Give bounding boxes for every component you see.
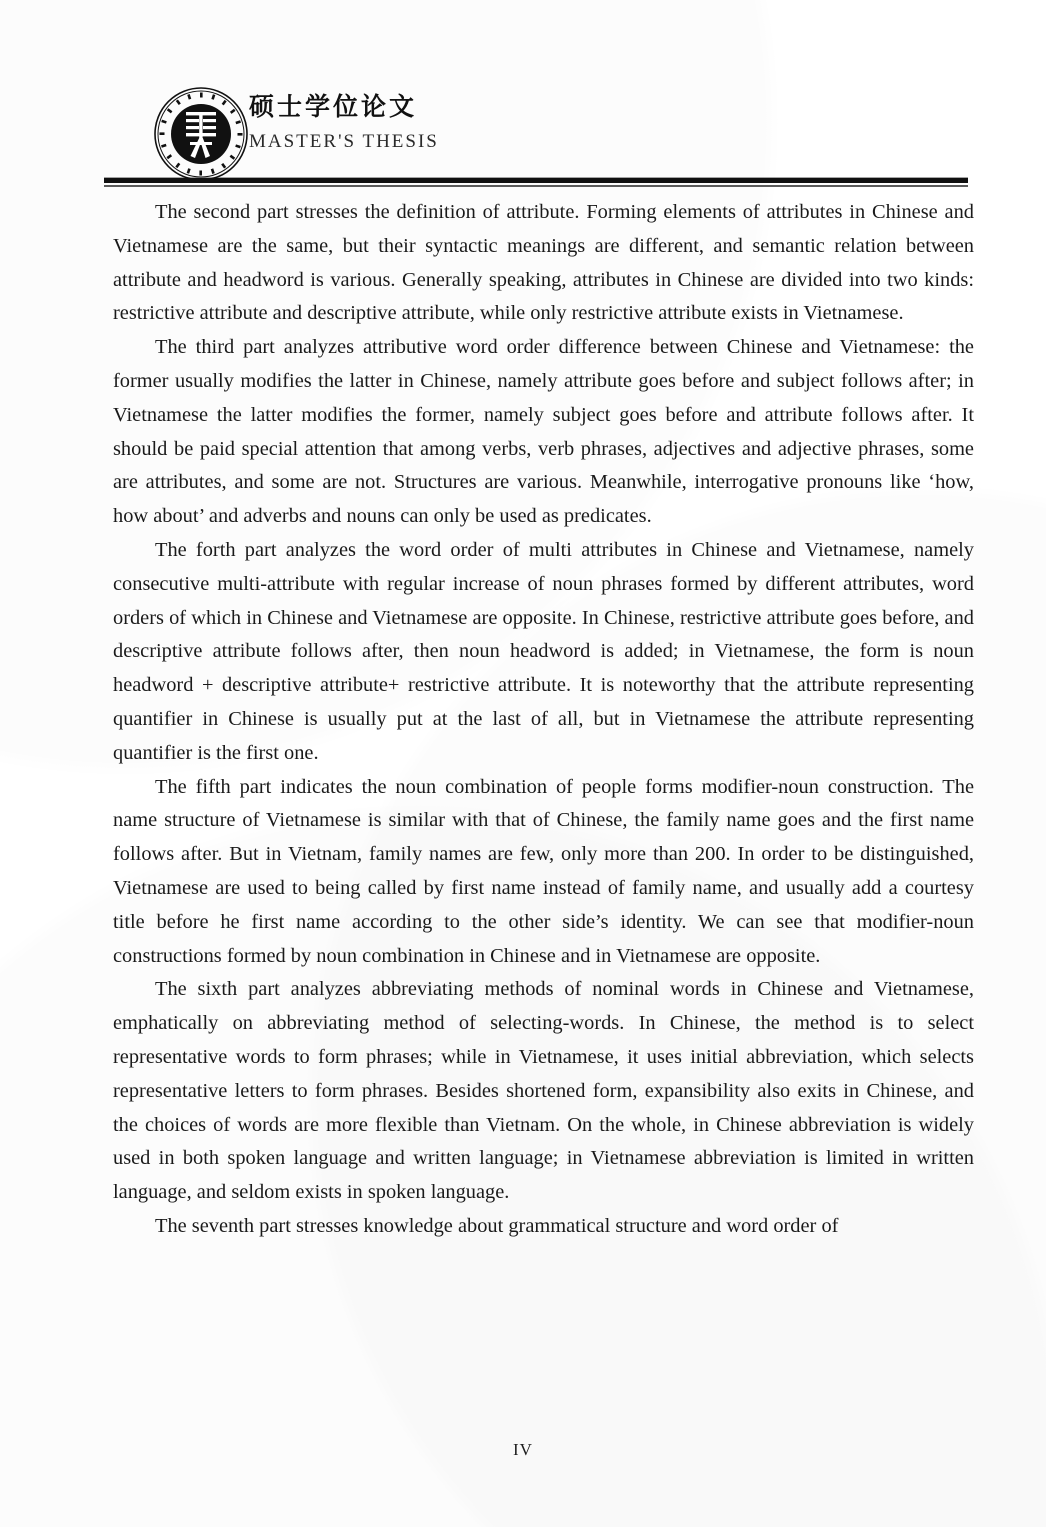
page-body: [113, 196, 974, 1244]
header-title-english: MASTER'S THESIS: [249, 131, 439, 152]
university-seal-icon: [153, 86, 249, 182]
paragraph: The fifth part indicates the noun combination of people forms modifier-noun construction. The name structure of Vietnamese is similar with that of Chinese, the family name goes and the first name follows after. But in Vietnam, family names are few, only more than 200. In order to be distinguished, Vietnamese are used to being called by first name instead of family name, and usually add a courtesy title before he first name according to the other side’s identity. We can see that modifier-noun constructions formed by noun combination in Chinese and in Vietnamese are opposite.: [113, 775, 974, 967]
paragraph: The third part analyzes attributive word order difference between Chinese and Vietnamese: the former usually modifies the latter in Chinese, namely attribute goes before and subject follows after; in Vietnamese the latter modifies the former, namely subject goes before and attribute follows after. It should be paid special attention that among verbs, verb phrases, adjectives and adjective phrases, some are attributes, and some are not. Structures are various. Meanwhile, interrogative pronouns like ‘how, how about’ and adverbs and nouns can only be used as predicates.: [113, 336, 974, 528]
paragraph: The sixth part analyzes abbreviating methods of nominal words in Chinese and Vietnamese, emphatically on abbreviating method of selecting-words. In Chinese, the method is to select representative words to form phrases; while in Vietnamese, it uses initial abbreviation, which selects representative letters to form phrases. Besides shortened form, expansibility also exits in Chinese, and the choices of words are more flexible than Vietnam. On the whole, in Chinese abbreviation is widely used in both spoken language and written language; in Vietnamese abbreviation is limited in written language, and seldom exists in spoken language.: [113, 978, 974, 1204]
paragraph: The second part stresses the definition of attribute. Forming elements of attributes in Chinese and Vietnamese are the same, but their syntactic meanings are different, and semantic relation between attribute and headword is various. Generally speaking, attributes in Chinese are divided into two kinds: restrictive attribute and descriptive attribute, while only restrictive attribute exists in Vietnamese.: [113, 201, 974, 325]
paragraph: The forth part analyzes the word order of multi attributes in Chinese and Vietnamese, namely consecutive multi-attribute with regular increase of noun phrases formed by different attributes, word orders of which in Chinese and Vietnamese are opposite. In Chinese, restrictive attribute goes before, and descriptive attribute follows after, then noun headword is added; in Vietnamese, the form is noun headword + descriptive attribute+ restrictive attribute. It is noteworthy that the attribute representing quantifier in Chinese is usually put at the last of all, but in Vietnamese the attribute representing quantifier is the first one.: [113, 538, 974, 764]
header-rule-thin: [104, 185, 968, 187]
page-number: IV: [513, 1440, 533, 1459]
paragraph: The seventh part stresses knowledge about grammatical structure and word order of: [155, 1214, 839, 1237]
header-titles: [249, 92, 669, 153]
header-divider: [104, 178, 968, 187]
page-header: [0, 0, 1046, 196]
header-title-chinese: 硕士学位论文: [249, 92, 418, 121]
